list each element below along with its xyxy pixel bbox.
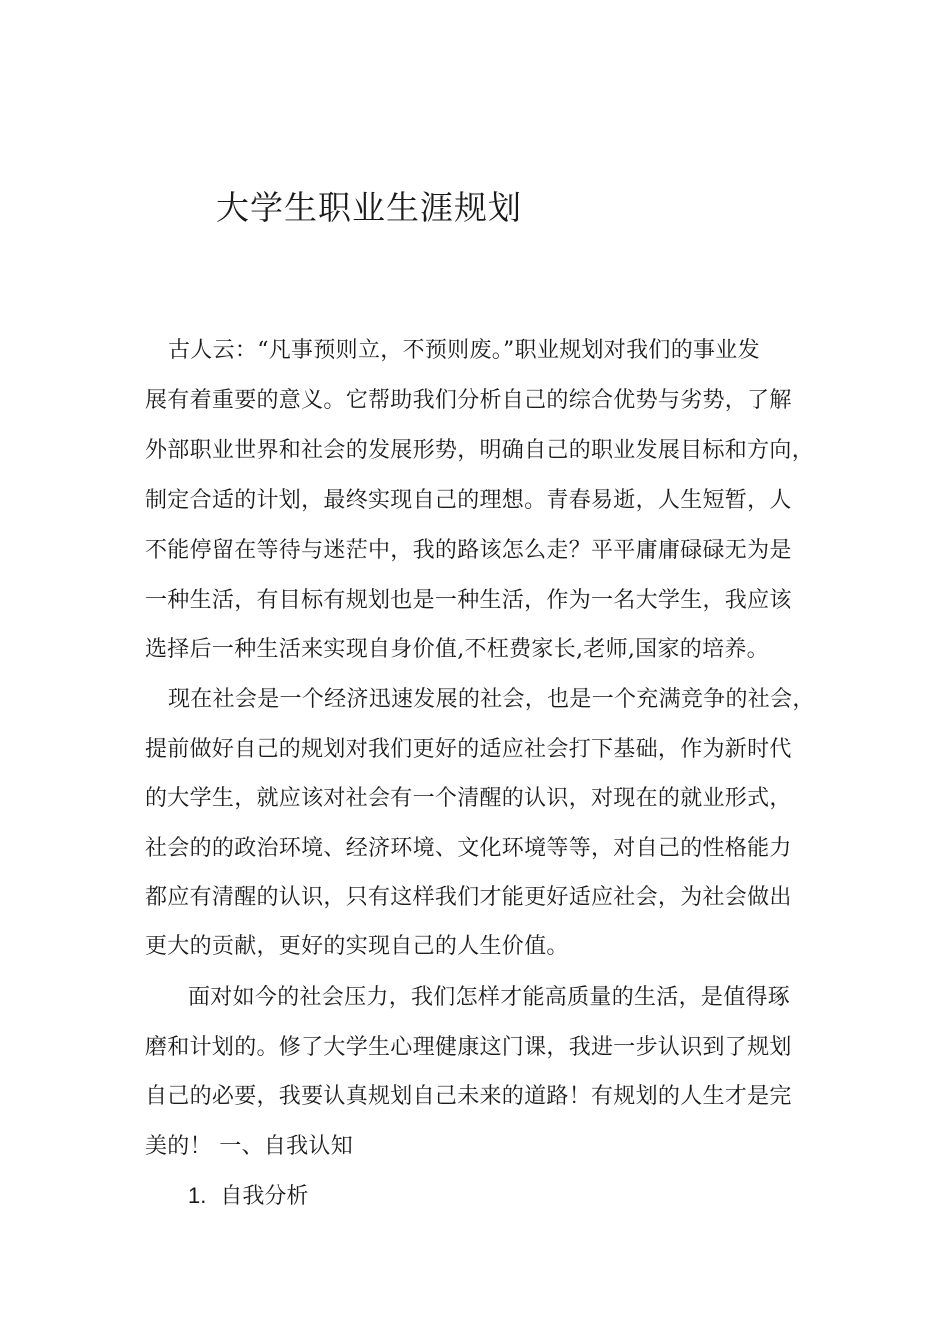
paragraph-3-line: 美的！ 一、自我认知 [145, 1134, 353, 1159]
paragraph-3-line: 面对如今的社会压力，我们怎样才能高质量的生活，是值得琢 [188, 985, 791, 1010]
paragraph-3-line: 磨和计划的。修了大学生心理健康这门课，我进一步认识到了规划 [145, 1035, 792, 1060]
paragraph-2-line: 都应有清醒的认识，只有这样我们才能更好适应社会，为社会做出 [145, 885, 792, 910]
paragraph-2-line: 社会的的政治环境、经济环境、文化环境等等，对自己的性格能力 [145, 836, 792, 861]
paragraph-1-line: 古人云：“凡事预则立，不预则废。”职业规划对我们的事业发 [168, 338, 760, 363]
subheading-text: 自我分析 [220, 1184, 309, 1209]
subheading-self-analysis [188, 1181, 308, 1212]
paragraph-2-line: 提前做好自己的规划对我们更好的适应社会打下基础，作为新时代 [145, 737, 792, 762]
paragraph-3-line: 自己的必要，我要认真规划自己未来的道路！有规划的人生才是完 [145, 1084, 792, 1109]
document-title: 大学生职业生涯规划 [216, 188, 522, 227]
paragraph-1-line: 不能停留在等待与迷茫中，我的路该怎么走？平平庸庸碌碌无为是 [145, 538, 792, 563]
subheading-number: 1. [188, 1183, 207, 1208]
paragraph-2-line: 更大的贡献，更好的实现自己的人生价值。 [145, 934, 569, 959]
paragraph-1-line: 选择后一种生活来实现自身价值,不枉费家长,老师,国家的培养。 [145, 637, 769, 662]
paragraph-1-line: 展有着重要的意义。它帮助我们分析自己的综合优势与劣势，了解 [145, 388, 792, 413]
paragraph-1-line: 制定合适的计划，最终实现自己的理想。青春易逝，人生短暂，人 [145, 488, 792, 513]
paragraph-1-line: 一种生活，有目标有规划也是一种生活，作为一名大学生，我应该 [145, 588, 792, 613]
paragraph-1-line: 外部职业世界和社会的发展形势，明确自己的职业发展目标和方向， [145, 438, 815, 463]
paragraph-2-line: 现在社会是一个经济迅速发展的社会，也是一个充满竞争的社会， [168, 687, 815, 712]
paragraph-2-line: 的大学生，就应该对社会有一个清醒的认识，对现在的就业形式， [145, 786, 792, 811]
